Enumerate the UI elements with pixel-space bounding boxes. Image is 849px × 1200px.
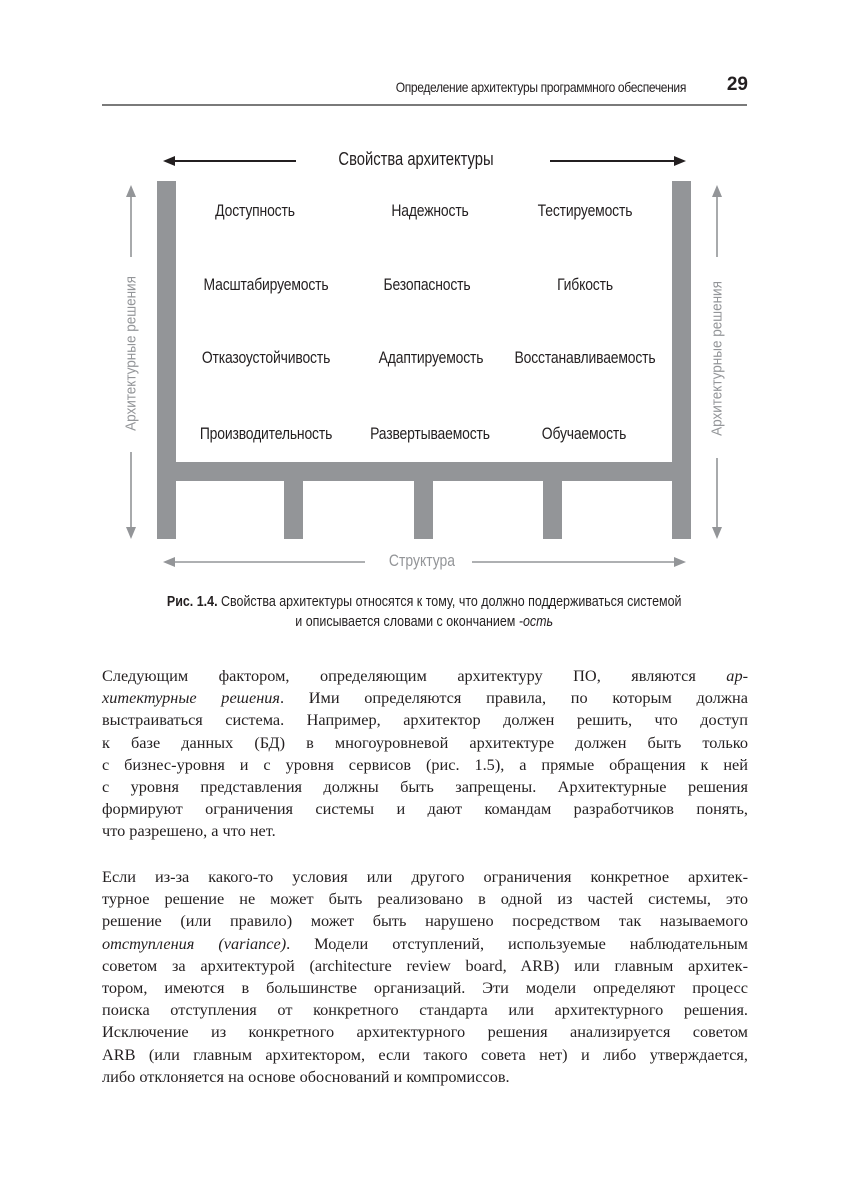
property-scalability: Масштабируемость	[203, 275, 329, 294]
text-line: к базе данных (БД) в многоуровневой архитектуре должен быть только	[102, 732, 748, 752]
page-number: 29	[726, 74, 748, 95]
inner-pillar-3	[543, 462, 562, 539]
text-line: поиска отступления от конкретного стандарта или архитектурного решения.	[102, 1000, 748, 1020]
text-line: с уровня представления должны быть запрещены. Архитектурные решения	[102, 777, 748, 797]
text-line: ARB (или главным архитектором, если такого совета нет) и либо утверждается,	[102, 1044, 748, 1064]
property-agility: Гибкость	[557, 275, 613, 294]
text-line: Исключение из конкретного архитектурного решения анализируется советом	[102, 1022, 748, 1042]
figure-caption	[110, 592, 739, 632]
property-reliability: Надежность	[391, 201, 469, 220]
caption-line-1: Свойства архитектуры относятся к тому, что должно поддерживаться системой	[221, 594, 682, 610]
property-security: Безопасность	[383, 275, 471, 294]
structure-label: Структура	[388, 551, 456, 570]
property-fault-tolerance: Отказоустойчивость	[201, 348, 331, 367]
text-line: Если из-за какого-то условия или другого ограничения конкретное архитек-	[102, 867, 748, 886]
right-decisions-label: Архитектурные решения	[708, 281, 726, 436]
paragraph-variance	[102, 866, 748, 1088]
text-line: советом за архитектурой (architecture review board, ARB) или главным архитек-	[102, 955, 748, 975]
property-recoverability: Восстанавливаемость	[514, 348, 656, 367]
text-line: отступления (variance). Модели отступлений, используемые наблюдательным	[102, 933, 748, 953]
left-decisions-label: Архитектурные решения	[122, 276, 140, 431]
figure-number: Рис. 1.4.	[167, 594, 218, 610]
property-availability: Доступность	[215, 201, 295, 220]
text-line: Следующим фактором, определяющим архитектуру ПО, являются ар-	[102, 666, 748, 685]
inner-pillar-1	[284, 462, 303, 539]
property-learnability: Обучаемость	[541, 424, 627, 443]
top-right-arrow-icon	[550, 156, 686, 166]
text-line: либо отклоняется на основе обоснований и компромиссов.	[102, 1066, 510, 1086]
text-line: решение (или правило) может быть нарушено посредством так называемого	[102, 911, 748, 931]
text-line: турное решение не может быть реализовано в одной из частей системы, это	[102, 889, 748, 909]
caption-line-2: и описывается словами с окончанием	[295, 614, 520, 630]
text-line: с бизнес-уровня и с уровня сервисов (рис. 1.5), а прямые обращения к ней	[102, 754, 748, 774]
text-line: что разрешено, а что нет.	[102, 821, 276, 841]
architecture-characteristics-label: Свойства архитектуры	[338, 149, 494, 169]
paragraph-architecture-decisions	[102, 665, 748, 843]
property-testability: Тестируемость	[537, 201, 633, 220]
left-pillar	[157, 181, 176, 539]
running-header-title: Определение архитектуры программного обеспечения	[395, 79, 686, 95]
text-line: хитектурные решения. Ими определяются правила, по которым должна	[102, 688, 748, 708]
top-left-arrow-icon	[163, 156, 296, 166]
caption-suffix: -ость	[519, 614, 554, 630]
bottom-right-arrow-icon	[472, 557, 686, 567]
right-pillar	[672, 181, 691, 539]
bottom-left-arrow-icon	[163, 557, 365, 567]
text-line: тором, имеются в большинстве организаций. Эти модели определяют процесс	[102, 978, 748, 998]
property-deployability: Развертываемость	[370, 424, 490, 443]
property-performance: Производительность	[199, 424, 333, 443]
inner-pillar-2	[414, 462, 433, 539]
text-line: выстраиваться система. Например, архитектор должен решить, что доступ	[102, 710, 748, 730]
property-elasticity: Адаптируемость	[378, 348, 484, 367]
text-line: формируют ограничения системы и дают командам разработчиков понять,	[102, 799, 748, 819]
